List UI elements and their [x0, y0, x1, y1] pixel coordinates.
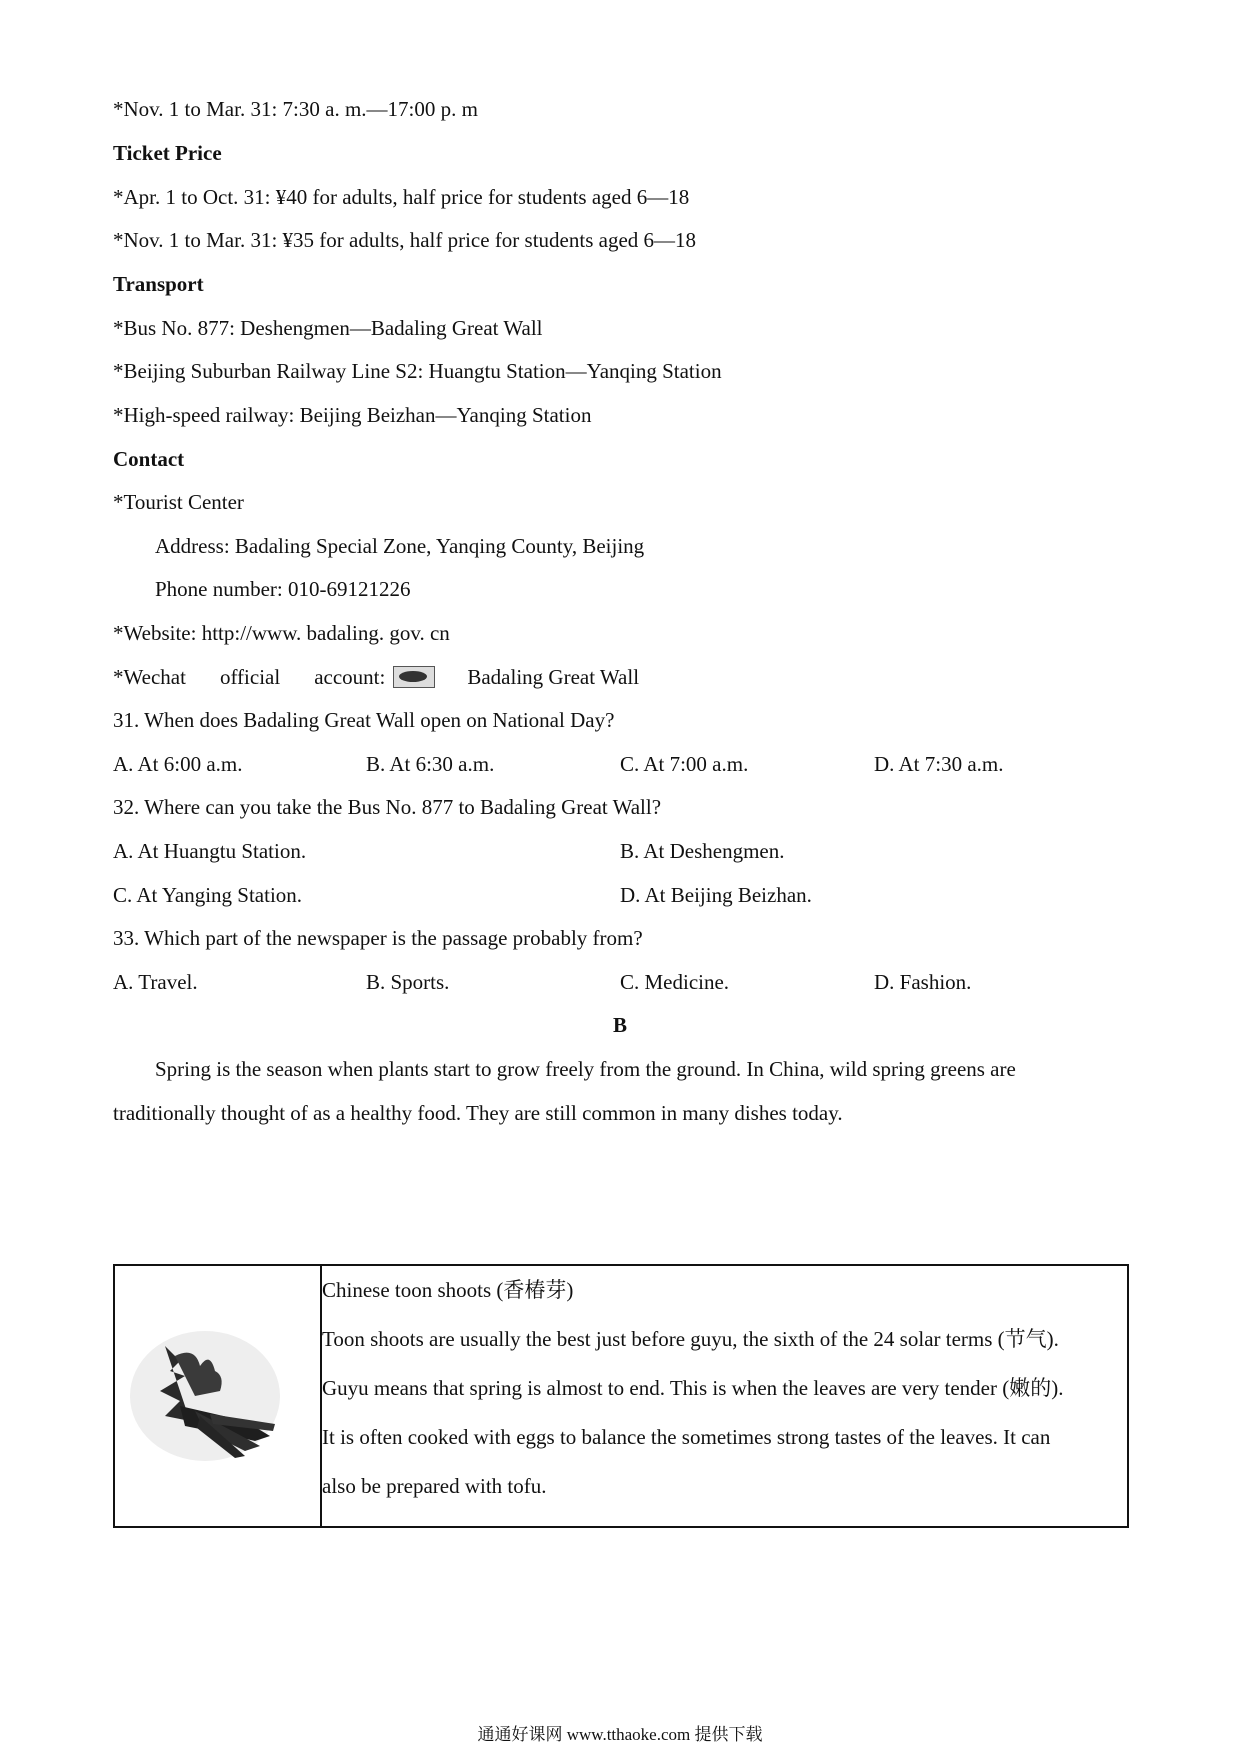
ticket-price-heading: Ticket Price	[113, 141, 222, 165]
question-31-option-a[interactable]: A. At 6:00 a.m.	[113, 752, 243, 776]
transport-bus: *Bus No. 877: Deshengmen—Badaling Great Wall	[113, 316, 543, 340]
footer-watermark: 通通好课网 www.tthaoke.com 提供下载	[477, 1725, 763, 1744]
wechat-account-name: Badaling Great Wall	[467, 665, 640, 689]
toon-line-1: Toon shoots are usually the best just before guyu, the sixth of the 24 solar terms (节气).	[322, 1327, 1059, 1351]
toon-line-3: It is often cooked with eggs to balance the sometimes strong tastes of the leaves. It can	[322, 1425, 1051, 1449]
transport-heading: Transport	[113, 272, 204, 296]
toon-line-2: Guyu means that spring is almost to end. This is when the leaves are very tender (嫩的).	[322, 1376, 1064, 1400]
question-32-stem: 32. Where can you take the Bus No. 877 to Badaling Great Wall?	[113, 795, 662, 819]
ticket-price-winter: *Nov. 1 to Mar. 31: ¥35 for adults, half price for students aged 6—18	[113, 228, 697, 252]
toon-image-cell	[114, 1265, 321, 1527]
question-32-option-d[interactable]: D. At Beijing Beizhan.	[620, 883, 812, 907]
transport-suburban-railway: *Beijing Suburban Railway Line S2: Huangtu Station—Yanqing Station	[113, 359, 722, 383]
tourist-center: *Tourist Center	[113, 490, 244, 514]
contact-website: *Website: http://www. badaling. gov. cn	[113, 621, 450, 645]
question-33-option-a[interactable]: A. Travel.	[113, 970, 198, 994]
toon-text-cell	[321, 1265, 1128, 1527]
section-b-intro-line-2: traditionally thought of as a healthy food. They are still common in many dishes today.	[113, 1101, 843, 1125]
question-31-option-c[interactable]: C. At 7:00 a.m.	[620, 752, 749, 776]
winter-hours: *Nov. 1 to Mar. 31: 7:30 a. m.—17:00 p. m	[113, 97, 478, 121]
wechat-label-2: official	[219, 665, 281, 689]
transport-high-speed-railway: *High-speed railway: Beijing Beizhan—Yanqing Station	[113, 403, 592, 427]
toon-shoots-table	[113, 1264, 1129, 1528]
toon-line-4: also be prepared with tofu.	[322, 1474, 547, 1498]
toon-title: Chinese toon shoots (香椿芽)	[322, 1278, 574, 1302]
contact-wechat	[113, 664, 639, 690]
wechat-label-1: *Wechat	[113, 665, 186, 689]
question-31-option-d[interactable]: D. At 7:30 a.m.	[874, 752, 1004, 776]
question-31-stem: 31. When does Badaling Great Wall open on National Day?	[113, 708, 615, 732]
contact-address: Address: Badaling Special Zone, Yanqing County, Beijing	[155, 534, 645, 558]
contact-phone: Phone number: 010-69121226	[155, 577, 411, 601]
toon-shoots-image	[125, 1316, 285, 1466]
section-b-heading: B	[612, 1013, 627, 1037]
question-33-option-d[interactable]: D. Fashion.	[874, 970, 972, 994]
question-31-option-b[interactable]: B. At 6:30 a.m.	[366, 752, 495, 776]
question-33-option-b[interactable]: B. Sports.	[366, 970, 450, 994]
wechat-label-3: account:	[314, 665, 386, 689]
ticket-price-summer: *Apr. 1 to Oct. 31: ¥40 for adults, half price for students aged 6—18	[113, 185, 690, 209]
section-b-intro-line-1: Spring is the season when plants start to grow freely from the ground. In China, wild spring greens are	[155, 1057, 1016, 1081]
question-32-option-b[interactable]: B. At Deshengmen.	[620, 839, 785, 863]
question-32-option-c[interactable]: C. At Yanging Station.	[113, 883, 303, 907]
contact-heading: Contact	[113, 447, 185, 471]
qr-code-icon	[393, 666, 435, 688]
question-32-option-a[interactable]: A. At Huangtu Station.	[113, 839, 307, 863]
question-33-stem: 33. Which part of the newspaper is the passage probably from?	[113, 926, 643, 950]
question-33-option-c[interactable]: C. Medicine.	[620, 970, 730, 994]
